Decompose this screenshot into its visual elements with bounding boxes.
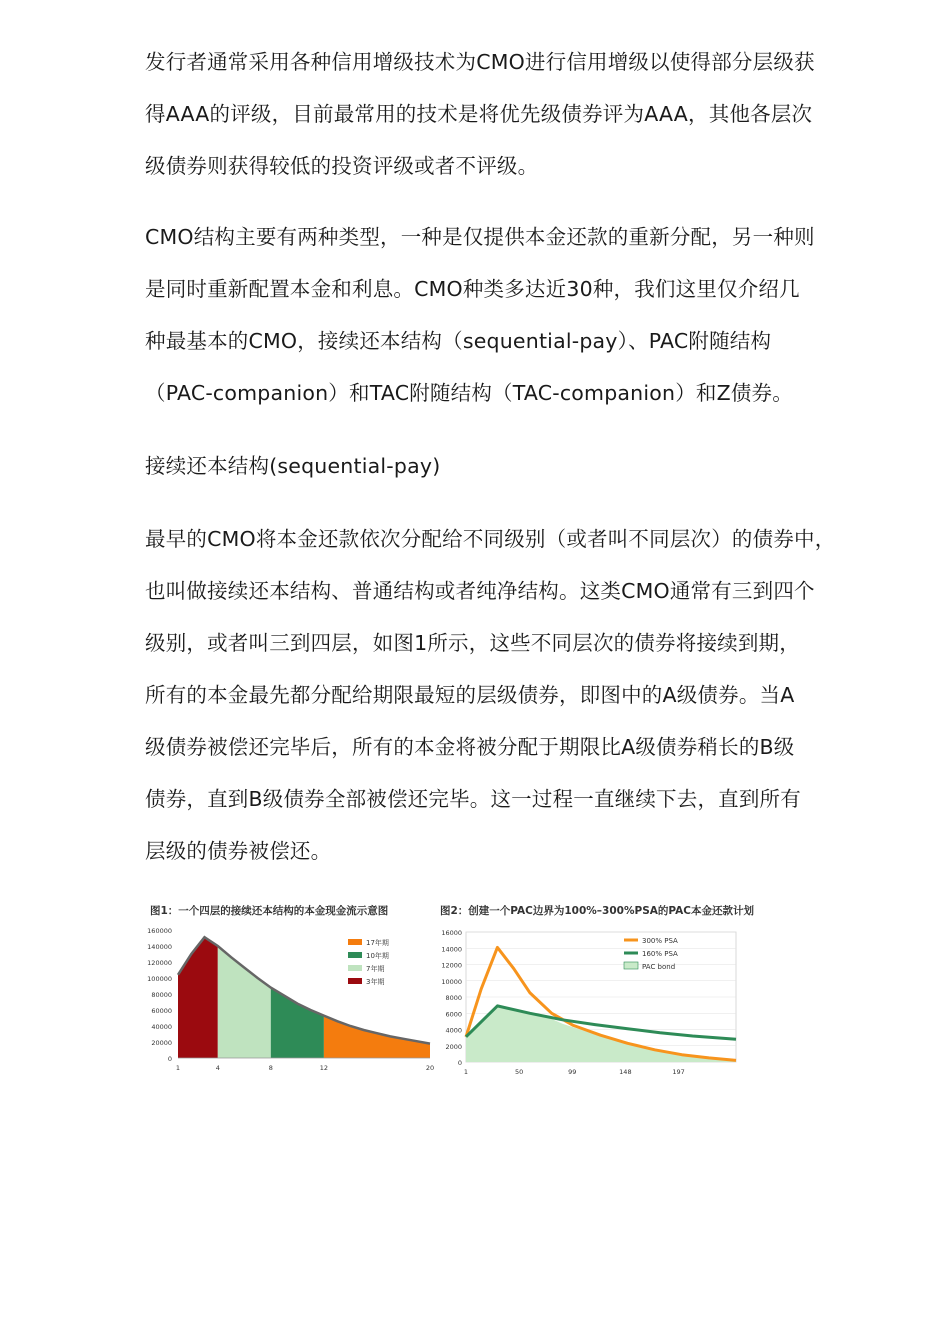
y-tick-label: 16000 — [441, 929, 462, 937]
y-tick-label: 140000 — [147, 943, 172, 951]
text-line: 所有的本金最先都分配给期限最短的层级债券，即图中的A级债券。当A — [145, 683, 795, 707]
text-line: 接续还本结构(sequential-pay) — [145, 454, 441, 478]
y-tick-label: 60000 — [151, 1007, 172, 1015]
legend-swatch — [624, 962, 638, 969]
legend-swatch — [348, 939, 362, 945]
figure-1-sequential-pay-chart — [147, 900, 435, 1080]
x-tick-label: 50 — [514, 1068, 524, 1076]
x-tick-label: 20 — [425, 1064, 435, 1072]
y-tick-label: 14000 — [441, 945, 462, 954]
text-line: 种最基本的CMO，接续还本结构（sequential-pay）、PAC附随结构 — [145, 329, 772, 353]
y-tick-label: 160000 — [147, 927, 172, 935]
text-line: （PAC-companion）和TAC附随结构（TAC-companion）和Z债券。 — [145, 381, 793, 405]
x-tick-label: 1 — [463, 1068, 469, 1076]
y-tick-label: 10000 — [441, 977, 462, 986]
y-tick-label: 0 — [167, 1055, 172, 1063]
paragraph-sequential-pay — [145, 513, 835, 877]
paragraph-credit-enhancement — [145, 36, 815, 192]
text-line: 级债券被偿还完毕后，所有的本金将被分配于期限比A级债券稍长的B级 — [145, 735, 795, 759]
section-heading-sequential-pay — [145, 440, 440, 492]
legend-label: 3年期 — [366, 978, 385, 986]
legend-swatch — [348, 965, 362, 971]
text-line: CMO结构主要有两种类型，一种是仅提供本金还款的重新分配，另一种则 — [145, 225, 815, 249]
legend-label: 300% PSA — [642, 937, 678, 945]
y-tick-label: 8000 — [445, 994, 462, 1002]
y-tick-label: 12000 — [441, 961, 462, 970]
text-line: 级债券则获得较低的投资评级或者不评级。 — [145, 154, 539, 178]
tranche-area — [271, 988, 324, 1058]
tranche-area — [178, 937, 218, 1058]
legend-label: PAC bond — [642, 963, 676, 971]
y-tick-label: 100000 — [147, 975, 172, 983]
legend-swatch — [348, 978, 362, 984]
y-tick-label: 120000 — [147, 959, 172, 967]
text-line: 发行者通常采用各种信用增级技术为CMO进行信用增级以使得部分层级获 — [145, 50, 815, 74]
legend-label: 7年期 — [366, 965, 385, 973]
x-tick-label: 197 — [672, 1068, 685, 1076]
y-tick-label: 80000 — [151, 991, 172, 999]
y-tick-label: 40000 — [151, 1023, 172, 1031]
text-line: 级别，或者叫三到四层，如图1所示，这些不同层次的债券将接续到期， — [145, 631, 800, 655]
y-tick-label: 6000 — [445, 1010, 462, 1019]
text-line: 得AAA的评级，目前最常用的技术是将优先级债券评为AAA，其他各层次 — [145, 102, 813, 126]
legend-swatch — [348, 952, 362, 958]
x-tick-label: 99 — [568, 1068, 577, 1076]
x-tick-label: 4 — [215, 1064, 220, 1072]
text-line: 最早的CMO将本金还款依次分配给不同级别（或者叫不同层次）的债券中， — [145, 527, 836, 551]
chart-title: 图1：一个四层的接续还本结构的本金现金流示意图 — [150, 905, 389, 917]
x-tick-label: 8 — [268, 1064, 273, 1072]
x-tick-label: 12 — [319, 1064, 329, 1072]
text-line: 层级的债券被偿还。 — [145, 839, 332, 863]
y-tick-label: 0 — [457, 1059, 462, 1067]
y-tick-label: 4000 — [445, 1026, 462, 1035]
x-tick-label: 1 — [175, 1064, 181, 1072]
text-line: 也叫做接续还本结构、普通结构或者纯净结构。这类CMO通常有三到四个 — [145, 579, 815, 603]
chart-title: 图2：创建一个PAC边界为100%–300%PSA的PAC本金还款计划 — [440, 905, 754, 917]
x-tick-label: 148 — [619, 1068, 632, 1076]
paragraph-cmo-types — [145, 211, 815, 419]
text-line: 是同时重新配置本金和利息。CMO种类多达近30种，我们这里仅介绍几 — [145, 277, 800, 301]
legend-label: 10年期 — [366, 952, 389, 960]
legend-label: 160% PSA — [642, 950, 678, 958]
y-tick-label: 2000 — [445, 1042, 462, 1051]
legend-label: 17年期 — [366, 939, 389, 947]
tranche-area — [218, 946, 271, 1058]
text-line: 债券，直到B级债券全部被偿还完毕。这一过程一直继续下去，直到所有 — [145, 787, 801, 811]
y-tick-label: 20000 — [151, 1039, 172, 1047]
figure-2-pac-schedule-chart — [440, 900, 754, 1080]
